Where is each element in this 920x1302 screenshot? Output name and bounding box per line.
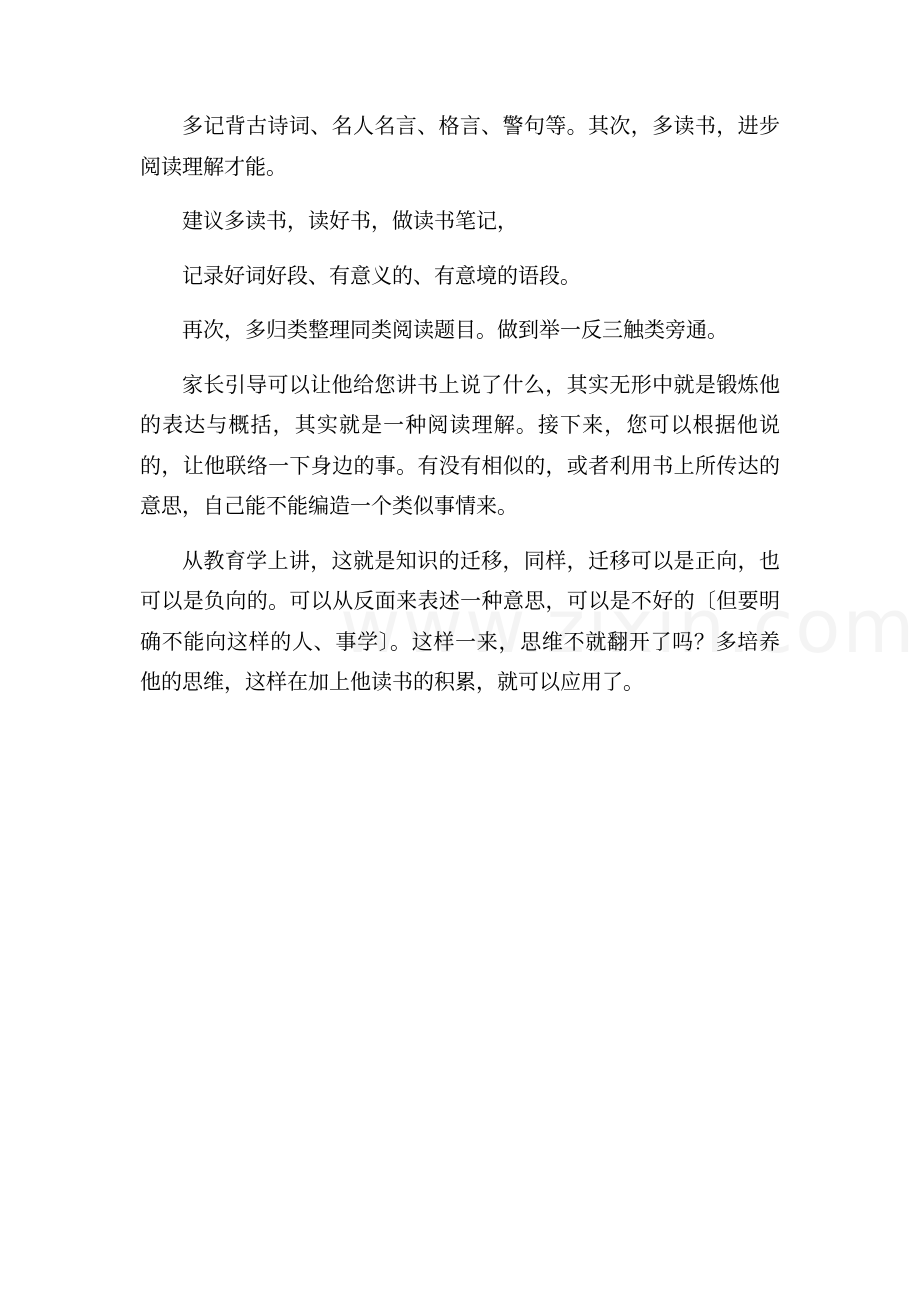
paragraph-2: 建议多读书，读好书，做读书笔记，	[182, 209, 518, 233]
paragraph-5: 家长引导可以让他给您讲书上说了什么，其实无形中就是锻炼他的表达与概括，其实就是一种阅读理解。接下来，您可以根据他说的，让他联络一下身边的事。有没有相似的，或者利用书上所传达的意思，自己能不能编造一个类似事情来。	[140, 372, 780, 518]
paragraph-3: 记录好词好段、有意义的、有意境的语段。	[182, 263, 581, 288]
paragraph-1: 多记背古诗词、名人名言、格言、警句等。其次，多读书，进步阅读理解才能。	[140, 114, 780, 179]
document-body	[140, 106, 780, 703]
paragraph-6: 从教育学上讲，这就是知识的迁移，同样，迁移可以是正向，也可以是负向的。可以从反面来表述一种意思，可以是不好的〔但要明确不能向这样的人、事学〕。这样一来，思维不就翻开了吗？多培养他的思维，这样在加上他读书的积累，就可以应用了。	[140, 548, 780, 694]
paragraph-4: 再次，多归类整理同类阅读题目。做到举一反三触类旁通。	[182, 318, 728, 342]
